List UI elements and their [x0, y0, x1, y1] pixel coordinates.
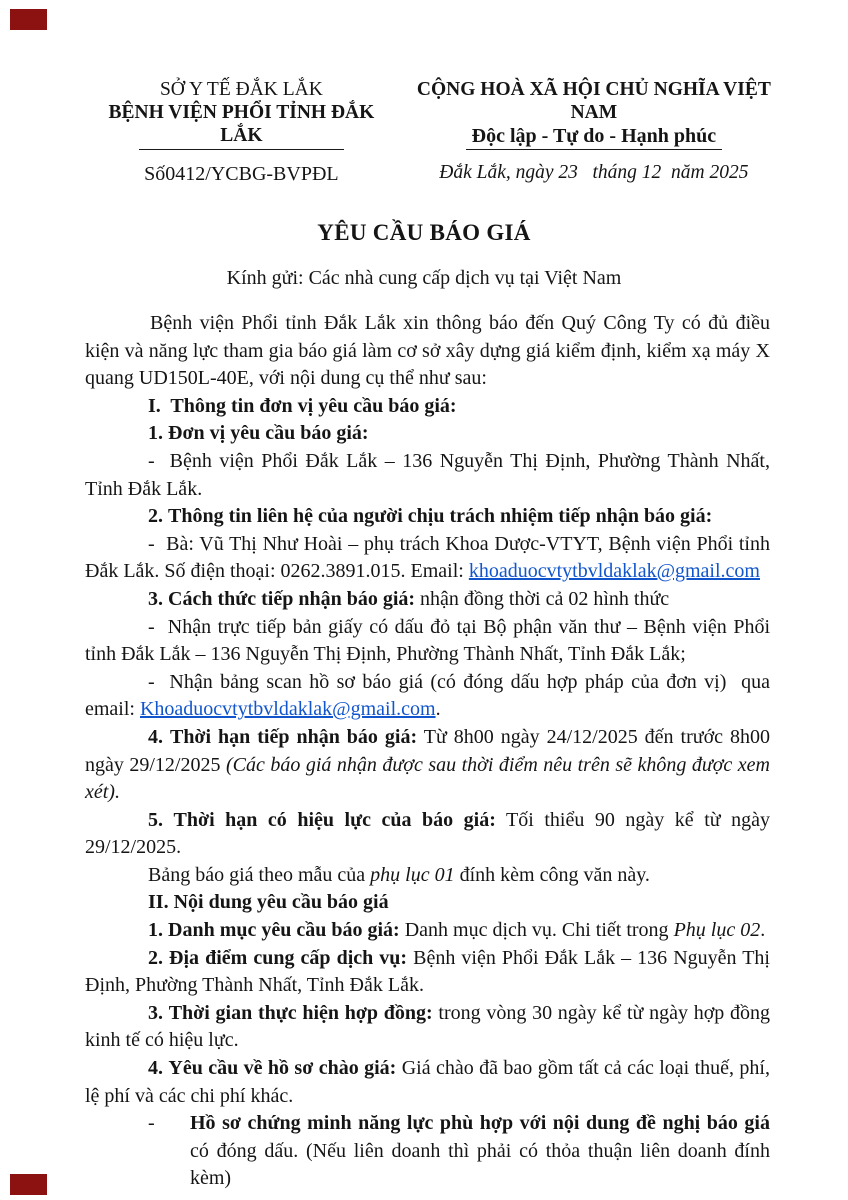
form-note-appendix: phụ lục 01	[370, 863, 455, 886]
corner-marker-bottom-left	[10, 1174, 47, 1195]
requirement-label: 4. Yêu cầu về hồ sơ chào giá:	[148, 1057, 397, 1080]
issuing-org-block	[85, 78, 398, 186]
validity-text: Tối thiểu 90 ngày kể từ ngày 29/12/2025.	[85, 808, 771, 859]
place-date-line: Đắk Lắk, ngày 23 tháng 12 năm 2025	[439, 162, 749, 183]
section-ii-heading	[85, 889, 770, 917]
method-bullet-email-tail: .	[435, 698, 441, 721]
deadline-note-italic: (Các báo giá nhận được sau thời điểm nêu trên sẽ không được xem xét).	[85, 753, 770, 804]
service-list-tail: .	[760, 919, 766, 942]
duration-item	[85, 1000, 770, 1055]
scan-email-link[interactable]: Khoaduocvtytbvldaklak@gmail.com	[139, 698, 436, 721]
intro-paragraph: Bệnh viện Phổi tỉnh Đắk Lắk xin thông báo đến Quý Công Ty có đủ điều kiện và năng lực tham gia báo giá làm cơ sở xây dựng giá kiểm định, kiểm xạ máy X quang UD150L-40E, với nội dung cụ thể như sau:	[85, 312, 770, 390]
method-heading-label: 3. Cách thức tiếp nhận báo giá:	[148, 587, 416, 610]
document-body	[85, 310, 770, 1193]
requirement-item	[85, 1055, 770, 1110]
service-list-appendix: Phụ lục 02	[673, 919, 761, 942]
location-item	[85, 945, 770, 1000]
contact-email-link[interactable]: khoaduocvtytbvldaklak@gmail.com	[468, 560, 760, 583]
national-motto: Độc lập - Tự do - Hạnh phúc	[466, 124, 722, 150]
contact-heading	[85, 503, 770, 531]
org-name-underline	[139, 149, 344, 150]
section-ii-heading-text: II. Nội dung yêu cầu báo giá	[148, 891, 389, 914]
form-note-tail: đính kèm công văn này.	[454, 863, 650, 886]
service-list-item	[85, 917, 770, 945]
unit-detail: - Bệnh viện Phổi Đắk Lắk – 136 Nguyễn Thị Định, Phường Thành Nhất, Tỉnh Đắk Lắk.	[85, 449, 770, 500]
national-header-block	[398, 78, 790, 186]
form-note-pre: Bảng báo giá theo mẫu của	[148, 863, 371, 886]
validity-item	[85, 807, 770, 862]
capability-bold-text: Hồ sơ chứng minh năng lực phù hợp với nội dung đề nghị báo giá	[190, 1112, 770, 1135]
service-list-label: 1. Danh mục yêu cầu báo giá:	[148, 919, 400, 942]
contact-detail	[85, 531, 770, 586]
method-bullet-email	[85, 669, 770, 724]
document-number: Số0412/YCBG-BVPĐL	[144, 163, 339, 185]
method-heading-text: nhận đồng thời cả 02 hình thức	[415, 587, 670, 610]
corner-marker-top-left	[10, 9, 47, 30]
requirement-text: Giá chào đã bao gồm tất cả các loại thuế, phí, lệ phí và các chi phí khác.	[85, 1057, 770, 1107]
duration-text: trong vòng 30 ngày kể từ ngày hợp đồng kinh tế có hiệu lực.	[85, 1001, 771, 1052]
form-note	[85, 862, 770, 890]
bullet-dash: -	[148, 1112, 155, 1135]
validity-label: 5. Thời hạn có hiệu lực của báo giá:	[148, 808, 496, 831]
salutation-line: Kính gửi: Các nhà cung cấp dịch vụ tại Việt Nam	[226, 267, 622, 289]
location-label: 2. Địa điểm cung cấp dịch vụ:	[148, 946, 408, 969]
deadline-text: Từ 8h00 ngày 24/12/2025 đến trước 8h00 ngày 29/12/2025	[85, 725, 770, 776]
method-heading	[85, 586, 770, 614]
document-title: YÊU CẦU BÁO GIÁ	[317, 220, 531, 245]
contact-heading-text: 2. Thông tin liên hệ của người chịu trách nhiệm tiếp nhận báo giá:	[148, 505, 713, 528]
deadline-label: 4. Thời hạn tiếp nhận báo giá:	[148, 725, 418, 748]
national-motto-wrap	[398, 124, 790, 150]
unit-heading	[85, 420, 770, 448]
duration-label: 3. Thời gian thực hiện hợp đồng:	[148, 1001, 433, 1024]
deadline-item	[85, 724, 770, 807]
method-bullet-email-text: - Nhận bảng scan hồ sơ báo giá (có đóng dấu hợp pháp của đơn vị) qua email:	[85, 670, 770, 721]
capability-docs-bullet	[85, 1110, 770, 1193]
location-text: Bệnh viện Phổi Đắk Lắk – 136 Nguyễn Thị Định, Phường Thành Nhất, Tỉnh Đắk Lắk.	[85, 946, 770, 997]
service-list-text: Danh mục dịch vụ. Chi tiết trong	[399, 919, 674, 942]
org-hospital-name: BỆNH VIỆN PHỔI TỈNH ĐẮK LẮK	[108, 102, 375, 146]
capability-text: có đóng dấu. (Nếu liên doanh thì phải có thỏa thuận liên doanh đính kèm)	[190, 1139, 770, 1190]
national-title: CỘNG HOÀ XÃ HỘI CHỦ NGHĨA VIỆT NAM	[416, 79, 771, 123]
method-bullet-paper: - Nhận trực tiếp bản giấy có dấu đỏ tại Bộ phận văn thư – Bệnh viện Phổi tỉnh Đắk Lắk – 136 Nguyễn Thị Định, Phường Thành Nhất, Tỉnh Đắk Lắk;	[85, 615, 770, 666]
unit-heading-text: 1. Đơn vị yêu cầu báo giá:	[148, 422, 369, 445]
section-i-heading-text: I. Thông tin đơn vị yêu cầu báo giá:	[148, 394, 457, 417]
section-i-heading	[85, 393, 770, 421]
org-department: SỞ Y TẾ ĐẮK LẮK	[159, 79, 323, 100]
contact-detail-text: - Bà: Vũ Thị Như Hoài – phụ trách Khoa Dược-VTYT, Bệnh viện Phổi tỉnh Đắk Lắk. Số điện thoại: 0262.3891.015. Email:	[85, 532, 770, 583]
document-header	[85, 78, 790, 186]
